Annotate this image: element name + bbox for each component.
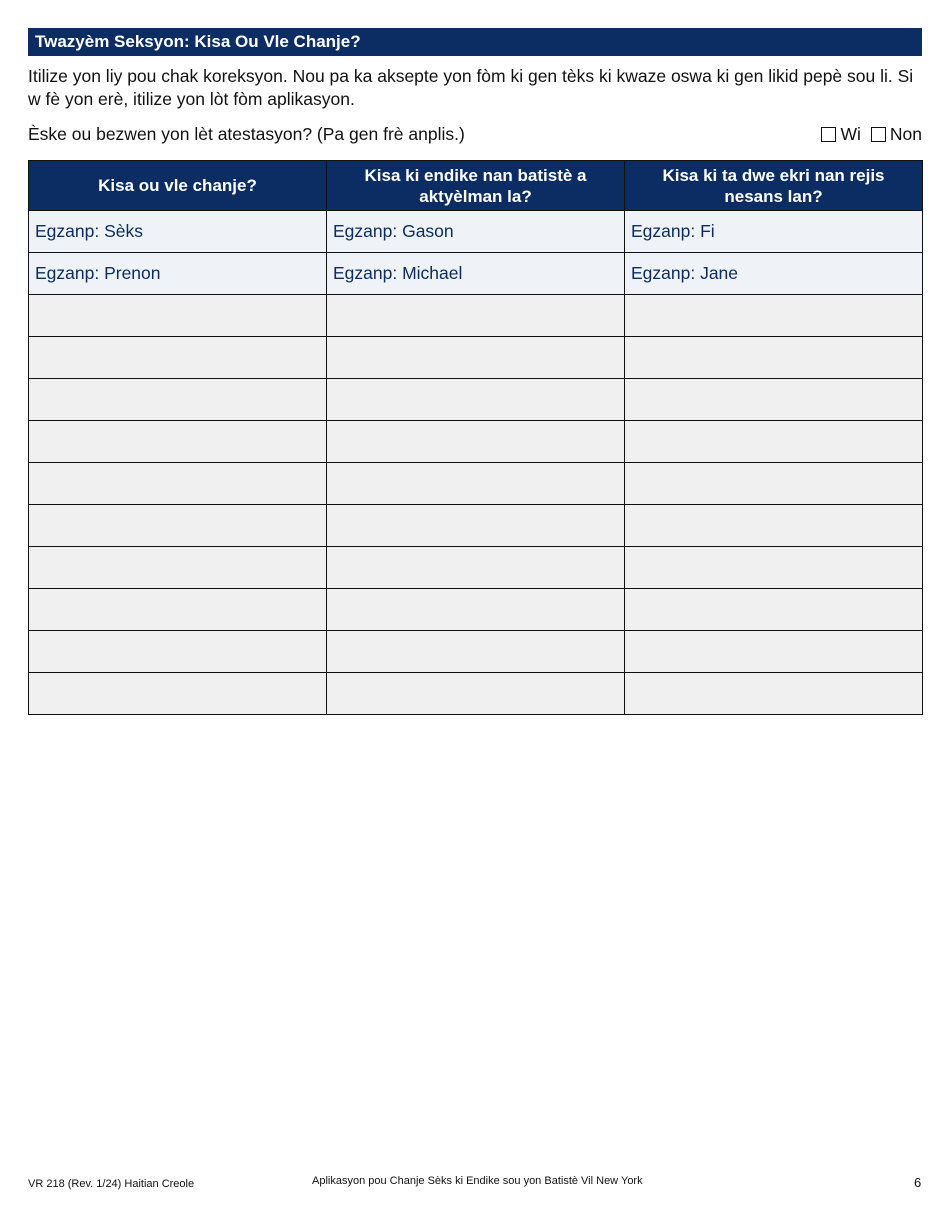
input-cell[interactable] — [625, 295, 923, 337]
input-cell[interactable] — [625, 421, 923, 463]
input-cell[interactable] — [327, 505, 625, 547]
input-cell[interactable] — [625, 463, 923, 505]
table-row — [29, 631, 923, 673]
input-cell[interactable] — [625, 547, 923, 589]
input-cell[interactable] — [327, 337, 625, 379]
input-cell[interactable] — [625, 337, 923, 379]
input-cell[interactable] — [29, 631, 327, 673]
page-number: 6 — [914, 1175, 922, 1190]
input-cell[interactable] — [327, 589, 625, 631]
table-row — [29, 421, 923, 463]
attestation-question: Èske ou bezwen yon lèt atestasyon? (Pa gen frè anplis.) — [28, 124, 465, 144]
table-row — [29, 589, 923, 631]
input-cell[interactable] — [29, 589, 327, 631]
example-row — [29, 211, 923, 253]
input-cell[interactable] — [29, 337, 327, 379]
form-footer-title: Aplikasyon pou Chanje Sèks ki Endike sou yon Batistè Vil New York — [312, 1175, 643, 1187]
input-cell[interactable] — [327, 295, 625, 337]
table-row — [29, 337, 923, 379]
instructions: Itilize yon liy pou chak koreksyon. Nou pa ka aksepte yon fòm ki gen tèks ki kwaze oswa ki gen likid pepè sou li. Si w fè yon erè, itilize yon lòt fòm aplikasyon. — [28, 66, 914, 109]
yes-checkbox[interactable] — [821, 127, 836, 142]
table-header-row — [29, 161, 923, 211]
input-cell[interactable] — [327, 379, 625, 421]
input-cell[interactable] — [327, 673, 625, 715]
input-cell[interactable] — [29, 673, 327, 715]
corrections-table — [28, 160, 923, 715]
table-row — [29, 295, 923, 337]
attestation-choices — [815, 124, 922, 145]
yes-label: Wi — [840, 124, 861, 144]
input-cell[interactable] — [327, 547, 625, 589]
example-cell: Egzanp: Sèks — [29, 211, 327, 253]
input-cell[interactable] — [625, 379, 923, 421]
input-cell[interactable] — [29, 379, 327, 421]
input-cell[interactable] — [29, 547, 327, 589]
input-cell[interactable] — [327, 421, 625, 463]
form-id: VR 218 (Rev. 1/24) Haitian Creole — [28, 1178, 195, 1190]
table-row — [29, 463, 923, 505]
column-header: Kisa ki ta dwe ekri nan rejis nesans lan? — [625, 161, 923, 211]
table-row — [29, 505, 923, 547]
input-cell[interactable] — [625, 631, 923, 673]
column-header: Kisa ki endike nan batistè a aktyèlman la? — [327, 161, 625, 211]
input-cell[interactable] — [625, 673, 923, 715]
table-row — [29, 379, 923, 421]
input-cell[interactable] — [327, 463, 625, 505]
table-row — [29, 547, 923, 589]
input-cell[interactable] — [625, 589, 923, 631]
example-row — [29, 253, 923, 295]
input-cell[interactable] — [29, 421, 327, 463]
table-row — [29, 673, 923, 715]
example-cell: Egzanp: Prenon — [29, 253, 327, 295]
input-cell[interactable] — [29, 505, 327, 547]
input-cell[interactable] — [29, 463, 327, 505]
example-cell: Egzanp: Gason — [327, 211, 625, 253]
example-cell: Egzanp: Fi — [625, 211, 923, 253]
input-cell[interactable] — [29, 295, 327, 337]
input-cell[interactable] — [625, 505, 923, 547]
example-cell: Egzanp: Michael — [327, 253, 625, 295]
example-cell: Egzanp: Jane — [625, 253, 923, 295]
input-cell[interactable] — [327, 631, 625, 673]
no-checkbox[interactable] — [871, 127, 886, 142]
column-header: Kisa ou vle chanje? — [29, 161, 327, 211]
no-label: Non — [889, 124, 922, 144]
section-title: Twazyèm Seksyon: Kisa Ou Vle Chanje? — [28, 28, 922, 56]
